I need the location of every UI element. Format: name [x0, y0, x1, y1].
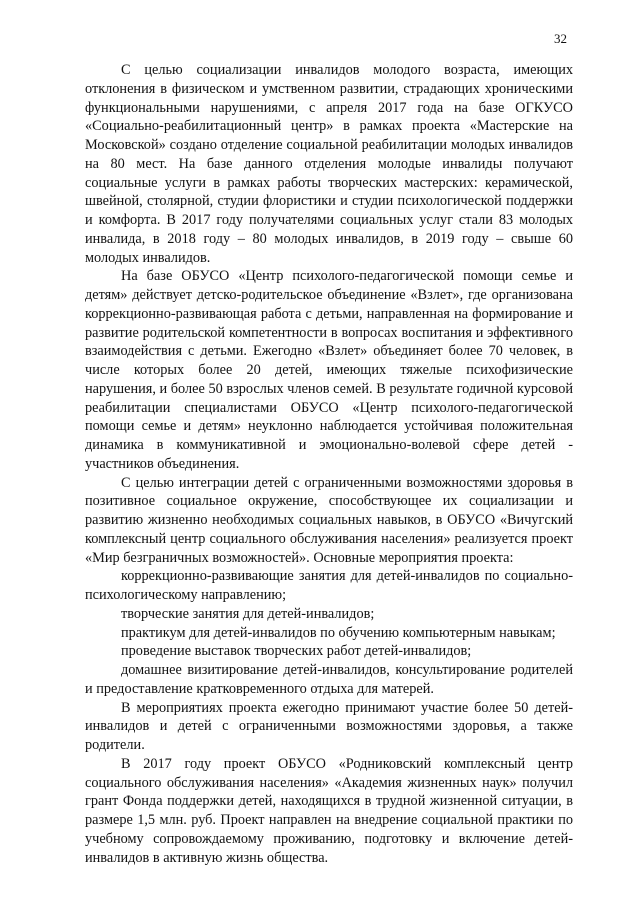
list-item-exhibitions: проведение выставок творческих работ детей-инвалидов;: [121, 643, 472, 660]
list-item-home-visits: домашнее визитирование детей-инвалидов, консультирование родителей и предоставление кратковременного отдыха для матерей.: [85, 662, 573, 697]
list-item-creative-classes: творческие занятия для детей-инвалидов;: [121, 605, 375, 622]
paragraph-vichuga-project: С целью интеграции детей с ограниченными возможностями здоровья в позитивное социальное окружение, способствующее их социализации и развитию жизненно необходимых социальных навыков, в ОБУСО «Вичугский комплексный центр социального обслуживания населения» реализуется проект «Мир безграничных возможностей». Основные мероприятия проекта:: [85, 474, 573, 566]
paragraph-young-disabled-workshops: С целью социализации инвалидов молодого возраста, имеющих отклонения в физическом и умственном развитии, страдающих хроническими функциональными нарушениями, с апреля 2017 года на базе ОГКУСО «Социально-реабилитационный центр» в рамках проекта «Мастерские на Московской» создано отделение социальной реабилитации молодых инвалидов на 80 мест. На базе данного отделения молодые инвалиды получают социальные услуги в рамках работы творческих мастерских: керамической, швейной, столярной, студии флористики и студии психологической поддержки и комфорта. В 2017 году получателями социальных услуг стали 83 молодых инвалида, в 2018 году – 80 молодых инвалидов, в 2019 году – свыше 60 молодых инвалидов.: [85, 62, 573, 266]
paragraph-participants: В мероприятиях проекта ежегодно принимают участие более 50 детей-инвалидов и детей с ограниченными возможностями здоровья, а также родители.: [85, 699, 573, 753]
paragraph-rodniki-grant: В 2017 году проект ОБУСО «Родниковский комплексный центр социального обслуживания населения» «Академия жизненных наук» получил грант Фонда поддержки детей, находящихся в трудной жизненной ситуации, в размере 1,5 млн. руб. Проект направлен на внедрение социальной практики по учебному сопровождаемому проживанию, подготовку и включение детей-инвалидов в активную жизнь общества.: [85, 755, 573, 866]
paragraph-vzlet-association: На базе ОБУСО «Центр психолого-педагогической помощи семье и детям» действует детско-родительское объединение «Взлет», где организована коррекционно-развивающая работа с детьми, направленная на формирование и развитие родительской компетентности в вопросах воспитания и эффективного взаимодействия с детьми. Ежегодно «Взлет» объединяет более 70 человек, в числе которых более 20 детей, имеющих тяжелые психофизические нарушения, и более 50 взрослых членов семей. В результате годичной курсовой реабилитации специалистами ОБУСО «Центр психолого-педагогической помощи семье и детям» неуклонно наблюдается устойчивая положительная динамика в коммуникативной и эмоционально-волевой сфере детей - участников объединения.: [85, 268, 573, 472]
list-item-correction-classes: коррекционно-развивающие занятия для детей-инвалидов по социально-психологическому направлению;: [85, 568, 573, 603]
list-item-computer-workshop: практикум для детей-инвалидов по обучению компьютерным навыкам;: [121, 624, 556, 641]
page-number: 32: [554, 31, 567, 46]
document-body: [85, 61, 573, 867]
